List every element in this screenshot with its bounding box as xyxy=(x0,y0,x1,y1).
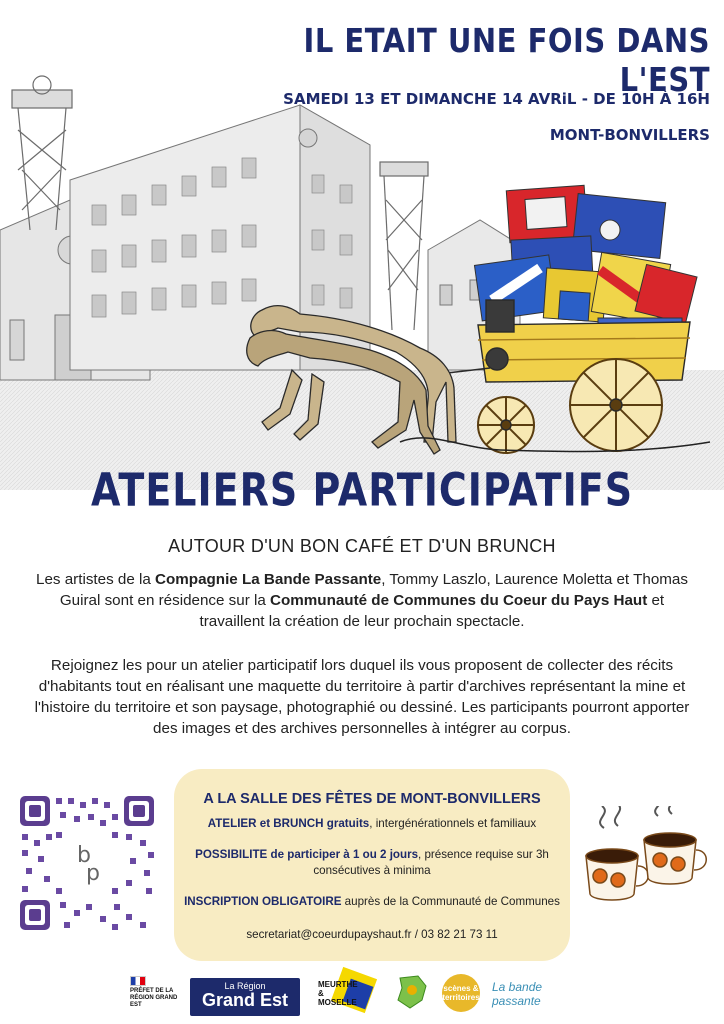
svg-text:b: b xyxy=(77,843,91,868)
registration-label: INSCRIPTION OBLIGATOIRE xyxy=(184,895,342,908)
prefet-text: PRÉFET DE LA RÉGION GRAND EST xyxy=(130,988,178,1008)
logo-la-bande-passante: La bande passante xyxy=(492,980,543,1008)
days-text: , présence requise sur 3h consécutives à minima xyxy=(313,848,549,877)
svg-text:p: p xyxy=(86,861,100,886)
free-text: , intergénérationnels et familiaux xyxy=(369,817,537,830)
event-location: MONT-BONVILLERS xyxy=(549,126,710,144)
partner-logos xyxy=(120,972,600,1016)
days-label: POSSIBILITE de participer à 1 ou 2 jours xyxy=(195,848,419,861)
logo-prefet xyxy=(130,976,182,1012)
info-line-free xyxy=(184,816,560,832)
meurthe-text: MEURTHE & MOSELLE xyxy=(318,980,358,1007)
headframe-right xyxy=(380,162,428,330)
info-line-registration xyxy=(184,894,560,910)
logo-meurthe-moselle xyxy=(316,972,380,1014)
logo-scenes-territoires xyxy=(442,974,480,1012)
free-label: ATELIER et BRUNCH gratuits xyxy=(207,817,370,830)
details-paragraph: Rejoignez les pour un atelier participatif lors duquel ils vous proposent de collecter des récits d'habitants tout en réalisant une maquette du territoire à partir d'archives représentant la mine et l'histoire du territoire et son paysage, photographié ou dessiné. Les participants pourront apporter des images et des archives personnelles à intégrer au corpus. xyxy=(34,657,690,737)
intro-text-2: , Tommy Laszlo, Laurence Moletta et Thomas Guiral sont en résidence sur la xyxy=(59,571,688,609)
region-small-text: La Région xyxy=(224,981,266,991)
info-line-days xyxy=(184,847,560,879)
intro-paragraph xyxy=(30,569,694,632)
scenes-text: scènes & territoires xyxy=(442,984,480,1002)
contact-info[interactable]: secretariat@coeurdupayshaut.fr / 03 82 21 73 11 xyxy=(246,928,498,941)
event-title: IL ETAIT UNE FOIS DANS L'EST xyxy=(303,20,710,100)
map-icon xyxy=(392,972,432,1012)
company-name: Compagnie La Bande Passante xyxy=(155,571,382,588)
region-big-text: Grand Est xyxy=(201,990,289,1010)
community-name: Communauté de Communes du Coeur du Pays Haut xyxy=(270,592,648,609)
intro-text-3: et travaillent la création de leur prochain spectacle. xyxy=(199,592,665,630)
logo-community-map xyxy=(392,972,432,1012)
coffee-cups-image xyxy=(582,806,712,906)
registration-text: auprès de la Communauté de Communes xyxy=(341,895,560,908)
intro-text-1: Les artistes de la xyxy=(36,571,156,588)
qr-code[interactable] xyxy=(16,792,158,934)
subtitle: AUTOUR D'UN BON CAFÉ ET D'UN BRUNCH xyxy=(168,536,556,556)
event-dates: SAMEDI 13 ET DIMANCHE 14 AVRiL - DE 10H À 16H xyxy=(283,90,710,108)
main-title: ATELIERS PARTICIPATIFS xyxy=(90,463,634,517)
logo-grand-est xyxy=(190,978,300,1016)
info-box-title: A LA SALLE DES FÊTES DE MONT-BONVILLERS xyxy=(203,791,541,807)
